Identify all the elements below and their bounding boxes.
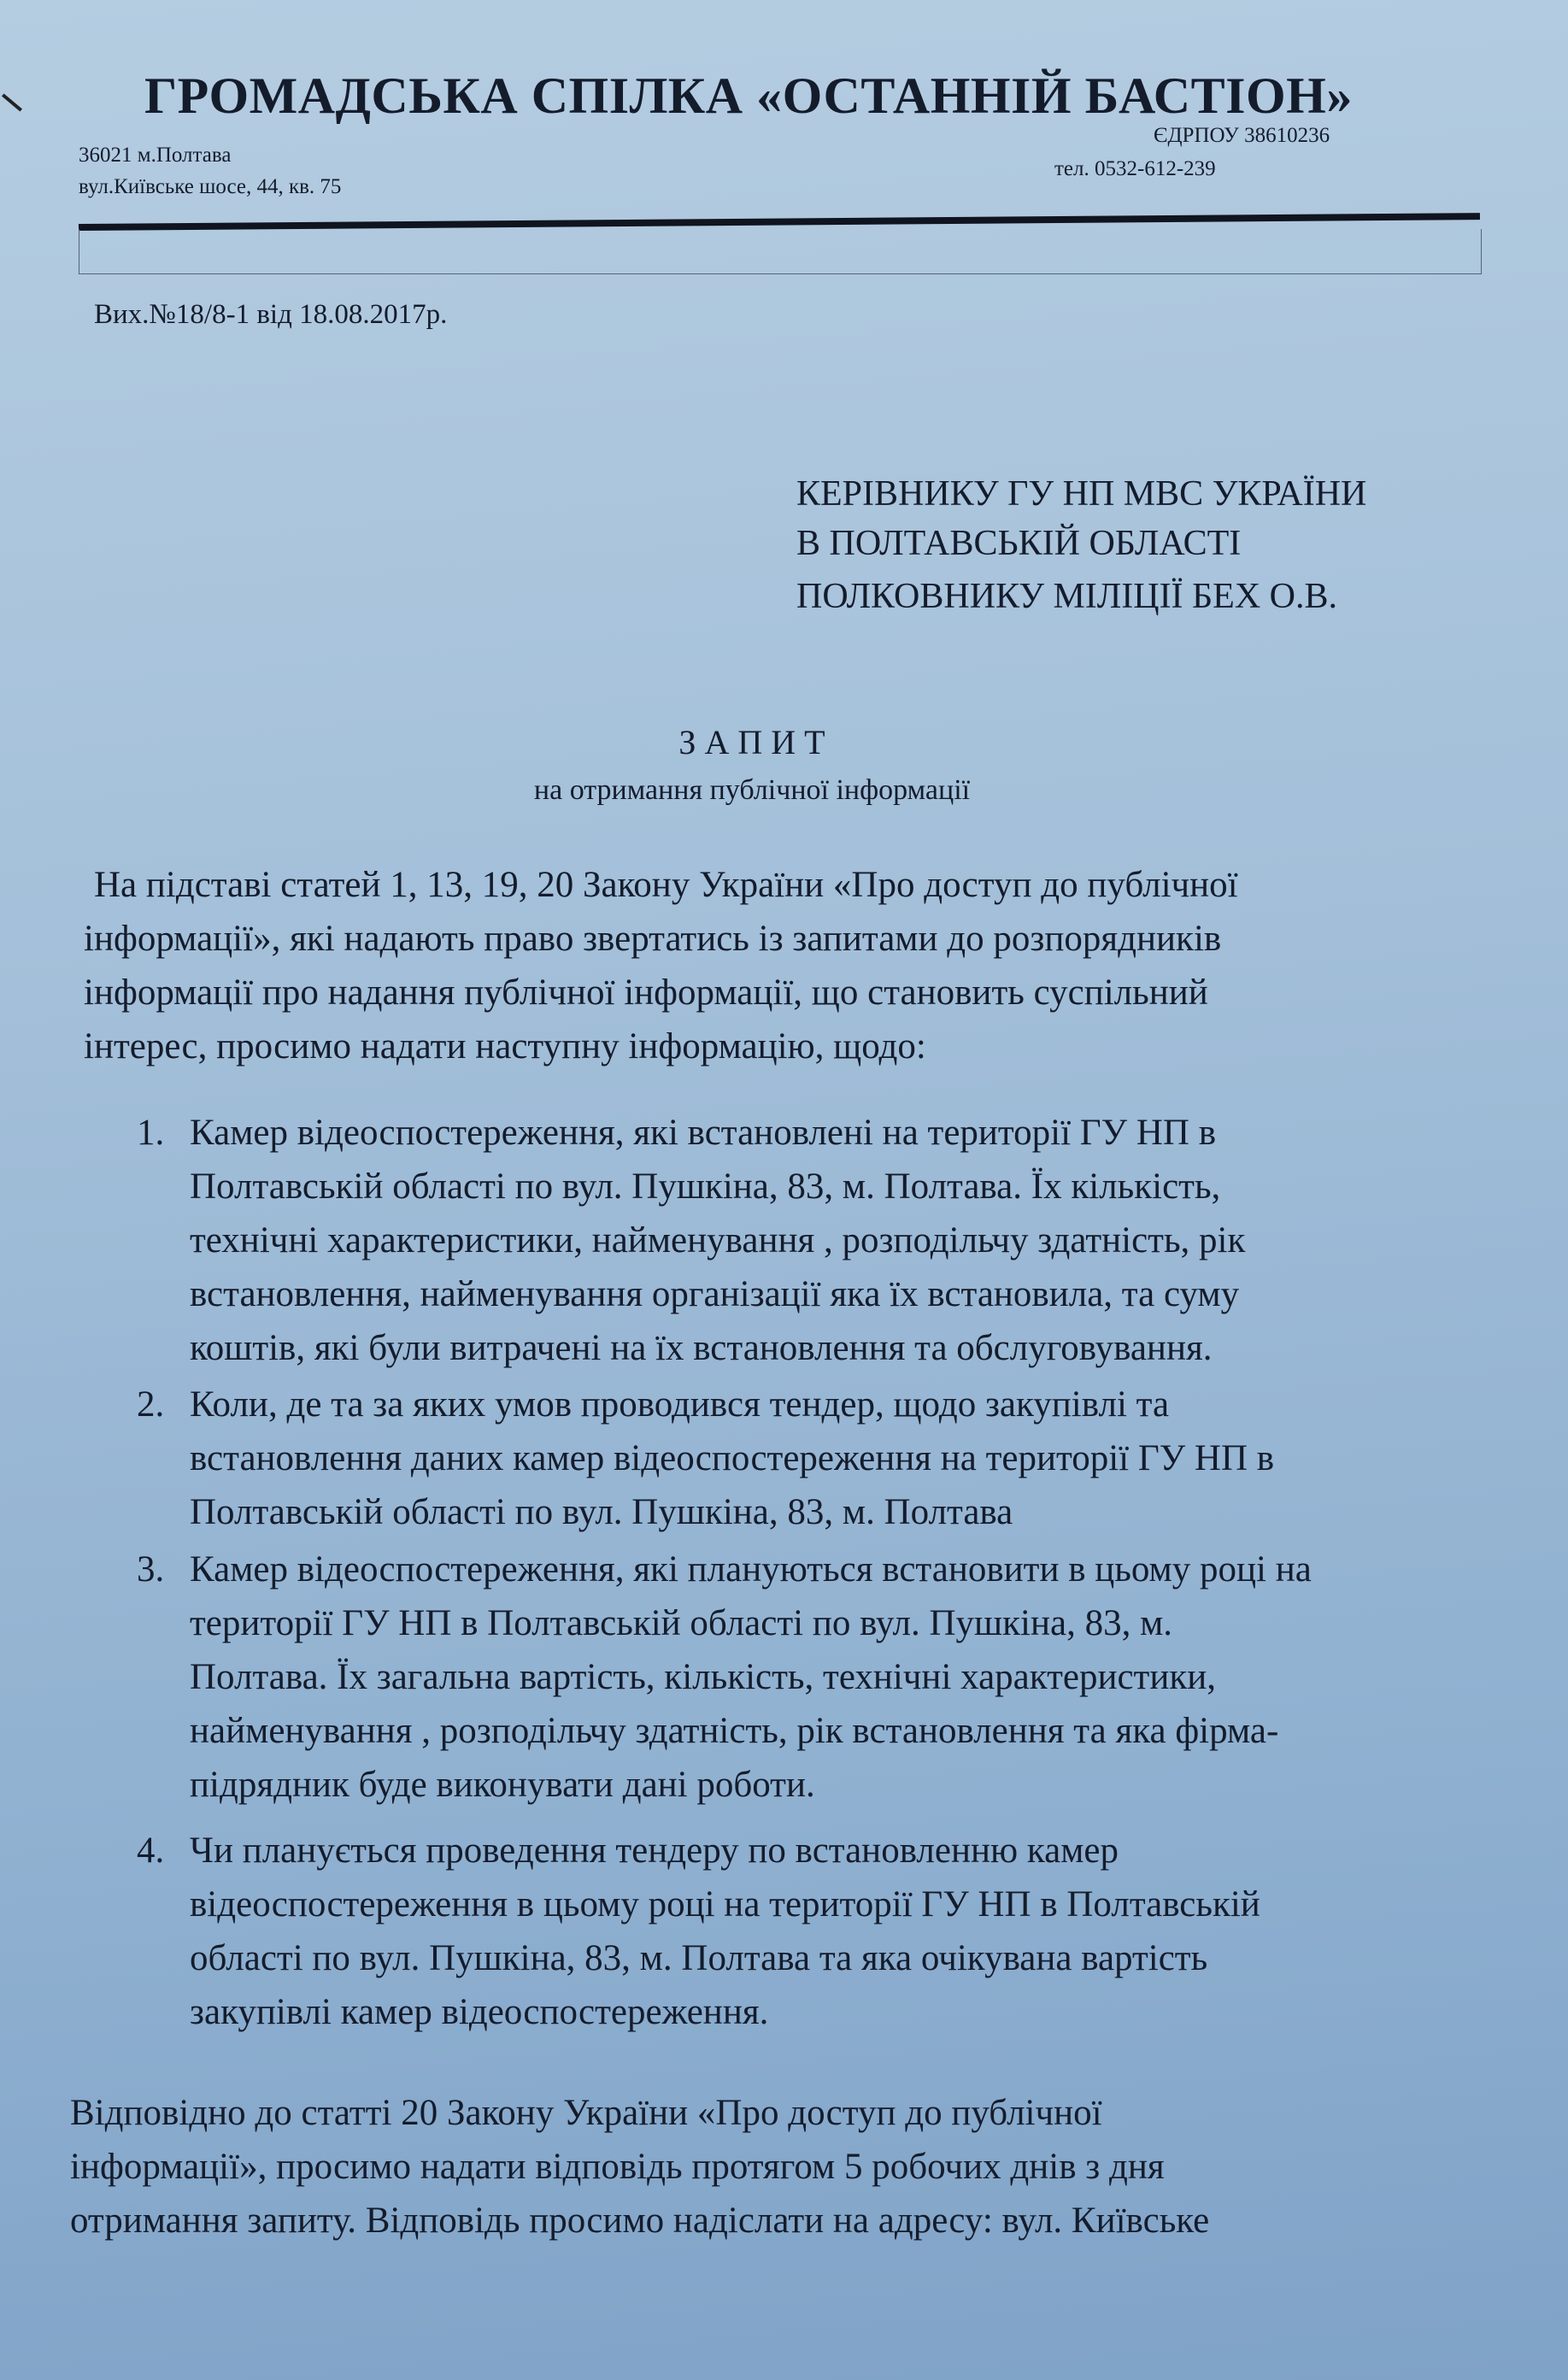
closing-line: отримання запиту. Відповідь просимо надіслати на адресу: вул. Київське [70, 2201, 1210, 2241]
organization-name: ГРОМАДСЬКА СПІЛКА «ОСТАННІЙ БАСТІОН» [144, 68, 1353, 124]
intro-paragraph [84, 858, 1238, 1073]
list-number: 2. [137, 1384, 165, 1425]
addressee-line-3: ПОЛКОВНИКУ МІЛІЦІЇ БЕХ О.В. [796, 577, 1337, 616]
list-line: встановлення, найменування організації яка їх встановила, та суму [190, 1274, 1240, 1314]
edrpou-code: ЄДРПОУ 38610236 [1154, 124, 1330, 147]
addressee-line-2: В ПОЛТАВСЬКІЙ ОБЛАСТІ [796, 524, 1242, 563]
list-line: території ГУ НП в Полтавській області по вул. Пушкіна, 83, м. [190, 1603, 1173, 1643]
list-line: підрядник буде виконувати дані роботи. [190, 1765, 815, 1805]
phone-number: тел. 0532-612-239 [1054, 157, 1216, 180]
addressee-line-1: КЕРІВНИКУ ГУ НП МВС УКРАЇНИ [796, 474, 1367, 514]
closing-paragraph [70, 2086, 1209, 2248]
header-box [79, 229, 1482, 274]
closing-line: інформації», просимо надати відповідь протягом 5 робочих днів з дня [70, 2147, 1165, 2187]
intro-line: інформації», які надають право звертатись із запитами до розпорядників [84, 919, 1222, 959]
list-line: найменування , розподільчу здатність, рік встановлення та яка фірма- [190, 1711, 1279, 1751]
outgoing-reference: Вих.№18/8-1 від 18.08.2017р. [94, 299, 448, 330]
list-line: відеоспостереження в цьому році на території ГУ НП в Полтавській [190, 1884, 1260, 1925]
closing-line: Відповідно до статті 20 Закону України «Про доступ до публічної [70, 2093, 1102, 2133]
list-line: Коли, де та за яких умов проводився тендер, щодо закупівлі та [190, 1384, 1170, 1425]
list-line: області по вул. Пушкіна, 83, м. Полтава та яка очікувана вартість [190, 1938, 1208, 1978]
list-line: Полтавській області по вул. Пушкіна, 83, м. Полтава [190, 1492, 1013, 1532]
address-line-1: 36021 м.Полтава [79, 144, 232, 167]
document-title: З А П И Т [678, 723, 825, 761]
list-line: коштів, які були витрачені на їх встановлення та обслуговування. [190, 1328, 1213, 1368]
paper-edge-mark [2, 93, 22, 111]
list-number: 1. [137, 1113, 165, 1153]
list-number: 3. [137, 1549, 165, 1590]
list-line: встановлення даних камер відеоспостереження на території ГУ НП в [190, 1438, 1275, 1478]
list-line: Полтавській області по вул. Пушкіна, 83, м. Полтава. Їх кількість, [190, 1166, 1221, 1207]
list-line: Камер відеоспостереження, які встановлені на території ГУ НП в [190, 1113, 1216, 1153]
list-line: технічні характеристики, найменування , розподільчу здатність, рік [190, 1220, 1246, 1261]
intro-line: інтерес, просимо надати наступну інформацію, щодо: [84, 1026, 926, 1067]
list-line: Полтава. Їх загальна вартість, кількість, технічні характеристики, [190, 1657, 1216, 1697]
list-line: закупівлі камер відеоспостереження. [190, 1992, 769, 2032]
intro-line: На підставі статей 1, 13, 19, 20 Закону України «Про доступ до публічної [94, 865, 1238, 905]
intro-line: інформації про надання публічної інформації, що становить суспільний [84, 973, 1208, 1013]
header-divider [79, 213, 1480, 231]
document-subtitle: на отримання публічної інформації [533, 774, 971, 806]
list-line: Камер відеоспостереження, які плануються встановити в цьому році на [190, 1549, 1312, 1590]
address-line-2: вул.Київське шосе, 44, кв. 75 [79, 175, 342, 198]
list-line: Чи планується проведення тендеру по встановленню камер [190, 1831, 1119, 1871]
list-number: 4. [137, 1831, 165, 1871]
